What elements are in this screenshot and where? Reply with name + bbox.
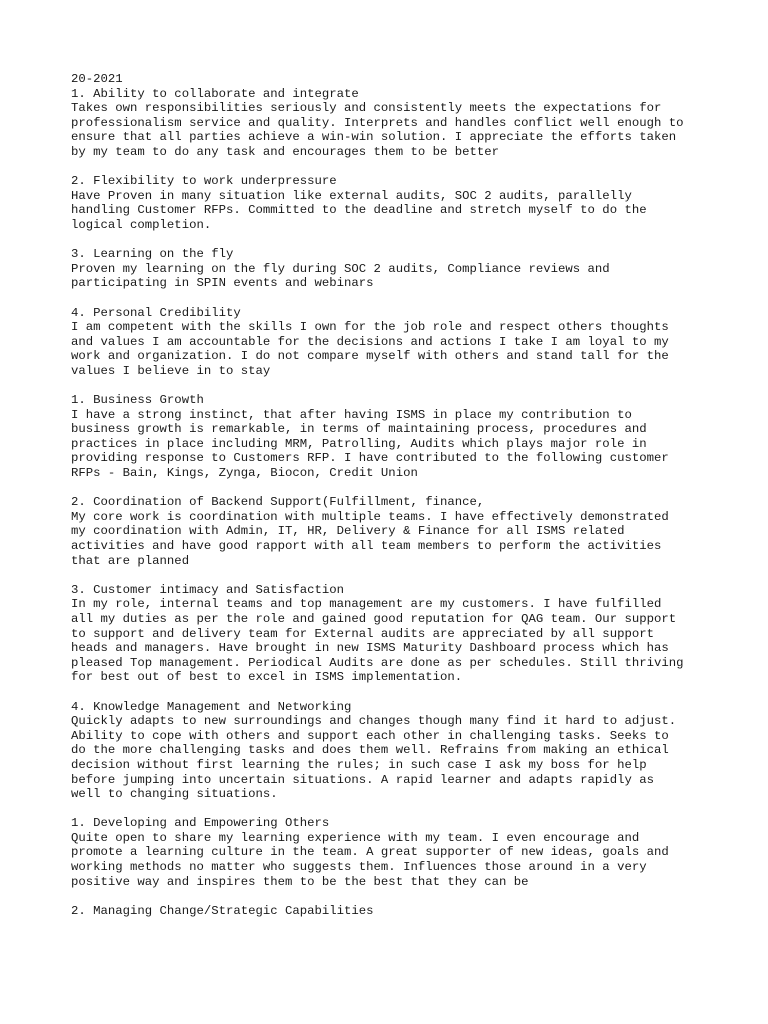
section-body-line: promote a learning culture in the team. A great supporter of new ideas, goals and bbox=[71, 845, 669, 860]
section bbox=[71, 495, 711, 568]
section-heading: 4. Personal Credibility bbox=[71, 305, 241, 320]
section-body-line: by my team to do any task and encourages them to be better bbox=[71, 144, 500, 159]
section-body-line: ensure that all parties achieve a win-win solution. I appreciate the efforts taken bbox=[71, 130, 677, 145]
section-body-line: providing response to Customers RFP. I have contributed to the following customer bbox=[71, 451, 669, 466]
section-body-line: practices in place including MRM, Patrolling, Audits which plays major role in bbox=[71, 436, 647, 451]
section-body-line: pleased Top management. Periodical Audits are done as per schedules. Still thriving bbox=[71, 655, 684, 670]
section-heading: 1. Business Growth bbox=[71, 393, 204, 408]
section-body-line: working methods no matter who suggests them. Influences those around in a very bbox=[71, 860, 647, 875]
section-body-line: Proven my learning on the fly during SOC 2 audits, Compliance reviews and bbox=[71, 261, 610, 276]
section-body-line: decision without first learning the rules; in such case I ask my boss for help bbox=[71, 757, 647, 772]
section-heading: 1. Developing and Empowering Others bbox=[71, 816, 330, 831]
section-body-line: I am competent with the skills I own for the job role and respect others thoughts bbox=[71, 320, 669, 335]
section bbox=[71, 816, 711, 889]
section-body-line: before jumping into uncertain situations. A rapid learner and adapts rapidly as bbox=[71, 772, 654, 787]
section bbox=[71, 174, 711, 232]
section-heading: 4. Knowledge Management and Networking bbox=[71, 699, 352, 714]
section-body-line: Quickly adapts to new surroundings and changes though many find it hard to adjust. bbox=[71, 714, 677, 729]
document-header: 20-2021 bbox=[71, 72, 123, 86]
section-heading: 2. Managing Change/Strategic Capabilities bbox=[71, 903, 374, 918]
section-body-line: In my role, internal teams and top management are my customers. I have fulfilled bbox=[71, 597, 662, 612]
document-page bbox=[71, 72, 711, 918]
section-body-line: Have Proven in many situation like external audits, SOC 2 audits, parallelly bbox=[71, 188, 632, 203]
section-body-line: Ability to cope with others and support each other in challenging tasks. Seeks to bbox=[71, 728, 669, 743]
section-body-line: professionalism service and quality. Interprets and handles conflict well enough to bbox=[71, 115, 684, 130]
section-body-line: well to changing situations. bbox=[71, 787, 278, 802]
section-body-line: activities and have good rapport with all team members to perform the activities bbox=[71, 539, 662, 553]
section-body-line: positive way and inspires them to be the best that they can be bbox=[71, 874, 529, 889]
section-body-line: values I believe in to stay bbox=[71, 363, 271, 378]
section-body-line: for best out of best to excel in ISMS implementation. bbox=[71, 670, 463, 685]
section-body-line: do the more challenging tasks and does them well. Refrains from making an ethical bbox=[71, 743, 669, 758]
sections-container bbox=[71, 87, 711, 919]
section-body-line: My core work is coordination with multiple teams. I have effectively demonstrated bbox=[71, 509, 669, 524]
section-body-line: business growth is remarkable, in terms of maintaining process, procedures and bbox=[71, 422, 647, 437]
section-body-line: my coordination with Admin, IT, HR, Delivery & Finance for all ISMS related bbox=[71, 524, 625, 539]
section-body-line: work and organization. I do not compare myself with others and stand tall for the bbox=[71, 349, 669, 364]
section-heading: 3. Customer intimacy and Satisfaction bbox=[71, 582, 345, 597]
section-body-line: Quite open to share my learning experience with my team. I even encourage and bbox=[71, 830, 640, 845]
section bbox=[71, 583, 711, 685]
section bbox=[71, 306, 711, 379]
section-body-line: handling Customer RFPs. Committed to the deadline and stretch myself to do the bbox=[71, 203, 647, 218]
section-body-line: RFPs - Bain, Kings, Zynga, Biocon, Credit Union bbox=[71, 466, 418, 481]
section-heading: 2. Flexibility to work underpressure bbox=[71, 174, 337, 189]
section-body-line: all my duties as per the role and gained good reputation for QAG team. Our support bbox=[71, 611, 677, 626]
section-body-line: logical completion. bbox=[71, 217, 212, 232]
section-body-line: I have a strong instinct, that after having ISMS in place my contribution to bbox=[71, 407, 632, 422]
section-body-line: and values I am accountable for the decisions and actions I take I am loyal to my bbox=[71, 334, 669, 349]
section-heading: 1. Ability to collaborate and integrate bbox=[71, 86, 359, 101]
section-body-line: participating in SPIN events and webinars bbox=[71, 276, 374, 291]
section bbox=[71, 393, 711, 481]
section bbox=[71, 87, 711, 160]
section-body-line: to support and delivery team for External audits are appreciated by all support bbox=[71, 626, 654, 641]
section-body-line: that are planned bbox=[71, 553, 190, 568]
section-heading: 3. Learning on the fly bbox=[71, 247, 234, 262]
section-heading: 2. Coordination of Backend Support(Fulfillment, finance, bbox=[71, 495, 485, 510]
section-body-line: heads and managers. Have brought in new ISMS Maturity Dashboard process which has bbox=[71, 641, 669, 656]
section-body-line: Takes own responsibilities seriously and consistently meets the expectations for bbox=[71, 101, 662, 116]
section bbox=[71, 904, 711, 919]
section bbox=[71, 247, 711, 291]
section bbox=[71, 700, 711, 802]
